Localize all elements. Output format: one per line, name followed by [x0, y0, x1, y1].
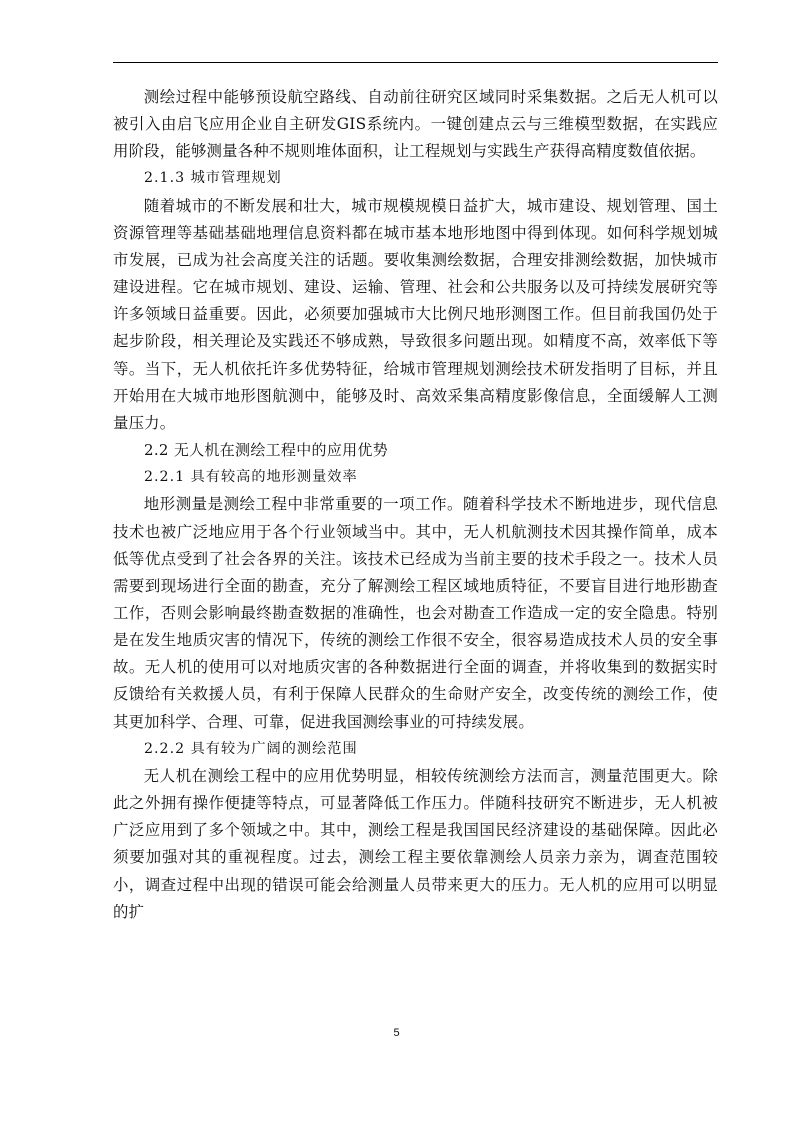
- paragraph-terrain-efficiency: 地形测量是测绘工程中非常重要的一项工作。随着科学技术不断地进步，现代信息技术也被广泛地应用于各个行业领域当中。其中，无人机航测技术因其操作简单，成本低等优点受到了社会各界的关注。该技术已经成为当前主要的技术手段之一。技术人员需要到现场进行全面的勘查，充分了解测绘工程区域地质特征，不要盲目进行地形勘查工作，否则会影响最终勘查数据的准确性，也会对勘查工作造成一定的安全隐患。特别是在发生地质灾害的情况下，传统的测绘工作很不安全，很容易造成技术人员的安全事故。无人机的使用可以对地质灾害的各种数据进行全面的调查，并将收集到的数据实时反馈给有关救援人员，有利于保障人民群众的生命财产安全，改变传统的测绘工作，使其更加科学、合理、可靠，促进我国测绘事业的可持续发展。: [113, 495, 718, 731]
- paragraph-uav-route-gis: 测绘过程中能够预设航空路线、自动前往研究区域同时采集数据。之后无人机可以被引入由启飞应用企业自主研发GIS系统内。一键创建点云与三维模型数据，在实践应用阶段，能够测量各种不规则堆体面积，让工程规划与实践生产获得高精度数值依据。: [113, 88, 718, 161]
- paragraph-urban-planning: 随着城市的不断发展和壮大，城市规模规模日益扩大，城市建设、规划管理、国土资源管理等基础基础地理信息资料都在城市基本地形地图中得到体现。如何科学规划城市发展，已成为社会高度关注的话题。要收集测绘数据，合理安排测绘数据，加快城市建设进程。它在城市规划、建设、运输、管理、社会和公共服务以及可持续发展研究等许多领域日益重要。因此，必须要加强城市大比例尺地形测图工作。但目前我国仍处于起步阶段，相关理论及实践还不够成熟，导致很多问题出现。如精度不高，效率低下等等。当下，无人机依托许多优势特征，给城市管理规划测绘技术研发指明了目标，并且开始用在大城市地形图航测中，能够及时、高效采集高精度影像信息，全面缓解人工测量压力。: [113, 196, 718, 432]
- heading-2-2: 2.2 无人机在测绘工程中的应用优势: [144, 441, 389, 460]
- heading-2-1-3: 2.1.3 城市管理规划: [144, 170, 282, 187]
- page-number: 5: [393, 1027, 400, 1039]
- page-content: [113, 84, 718, 926]
- header-rule: [113, 62, 718, 63]
- heading-2-2-2: 2.2.2 具有较为广阔的测绘范围: [144, 740, 358, 757]
- heading-2-2-1: 2.2.1 具有较高的地形测量效率: [144, 469, 358, 486]
- paragraph-survey-range: 无人机在测绘工程中的应用优势明显，相较传统测绘方法而言，测量范围更大。除此之外拥有操作便捷等特点，可显著降低工作压力。伴随科技研究不断进步，无人机被广泛应用到了多个领域之中。其中，测绘工程是我国国民经济建设的基础保障。因此必须要加强对其的重视程度。过去，测绘工程主要依靠测绘人员亲力亲为，调查范围较小，调查过程中出现的错误可能会给测量人员带来更大的压力。无人机的应用可以明显的扩: [113, 766, 718, 921]
